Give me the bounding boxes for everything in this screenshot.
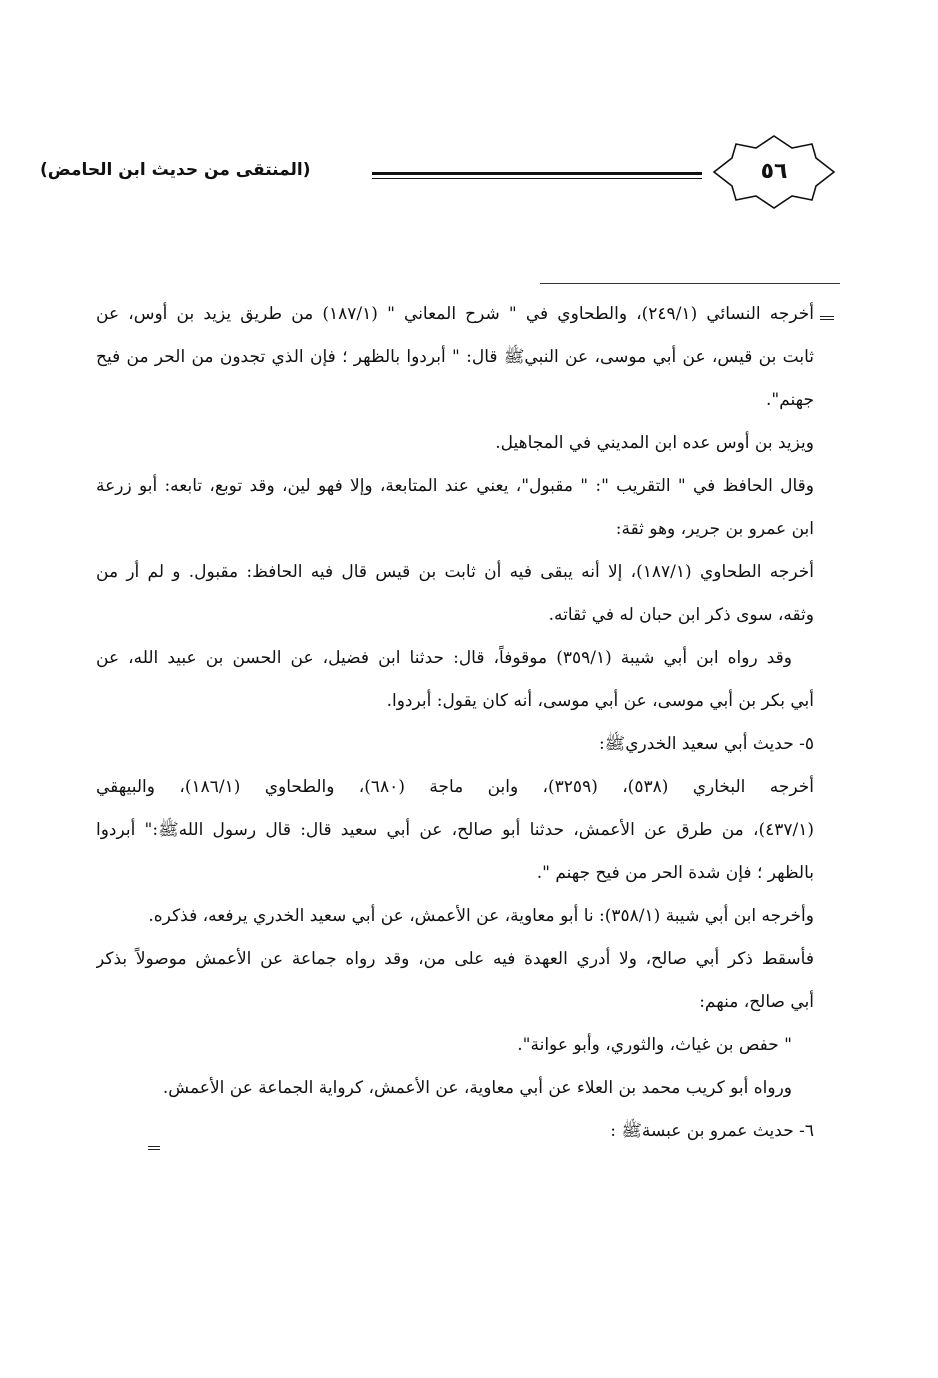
page-number: ٥٦ <box>760 159 788 184</box>
text-line: فأسقط ذكر أبي صالح، ولا أدري العهدة فيه على من، وقد رواه جماعة عن الأعمش موصولاً بذكر <box>96 949 814 969</box>
text-line: وأخرجه ابن أبي شيبة (٣٥٨/١): نا أبو معاوية، عن الأعمش، عن أبي سعيد الخدري يرفعه، فذكره. <box>148 906 814 926</box>
text-line: ورواه أبو كريب محمد بن العلاء عن أبي معاوية، عن الأعمش، كرواية الجماعة عن الأعمش. <box>162 1078 792 1098</box>
text-line: " حفص بن غياث، والثوري، وأبو عوانة". <box>517 1035 792 1055</box>
header-rule <box>372 172 702 179</box>
text-line: جهنم". <box>765 390 814 410</box>
text-line: ويزيد بن أوس عده ابن المديني في المجاهيل. <box>495 433 814 453</box>
continuation-mark <box>820 316 834 320</box>
text-line: وثقه، سوى ذكر ابن حبان له في ثقاته. <box>548 605 814 625</box>
text-line: (٤٣٧/١)، من طرق عن الأعمش، حدثنا أبو صالح، عن أبي سعيد قال: قال رسول اللهﷺ:" أبردوا <box>96 820 814 840</box>
text-line: أخرجه النسائي (٢٤٩/١)، والطحاوي في " شرح المعاني " (١٨٧/١) من طريق يزيد بن أوس، عن <box>96 304 814 324</box>
text-line: ابن عمرو بن جرير، وهو ثقة: <box>615 519 814 539</box>
text-line: وقد رواه ابن أبي شيبة (٣٥٩/١) موقوفاً، قال: حدثنا ابن فضيل، عن الحسن بن عبيد الله، عن <box>96 648 792 668</box>
text-line: بالظهر ؛ فإن شدة الحر من فيح جهنم ". <box>536 863 814 883</box>
text-line: ٦- حديث عمرو بن عبسةﷺ : <box>610 1121 814 1141</box>
text-line: أبي بكر بن أبي موسى، عن أبي موسى، أنه كان يقول: أبردوا. <box>386 691 814 711</box>
text-line: ٥- حديث أبي سعيد الخدريﷺ: <box>598 734 814 754</box>
text-line: ثابت بن قيس، عن أبي موسى، عن النبيﷺ قال: " أبردوا بالظهر ؛ فإن الذي تجدون من الحر من فيح <box>96 347 814 367</box>
text-line: أخرجه البخاري (٥٣٨)، (٣٢٥٩)، وابن ماجة (٦٨٠)، والطحاوي (١٨٦/١)، والبيهقي <box>96 777 814 797</box>
footnote-separator <box>540 283 840 284</box>
running-header-title: (المنتقى من حديث ابن الحامض) <box>40 160 311 180</box>
page-number-badge <box>712 134 836 210</box>
footnote-body <box>96 293 814 1153</box>
text-line: وقال الحافظ في " التقريب ": " مقبول"، يعني عند المتابعة، وإلا فهو لين، وقد توبع، تابعه: أبو زرعة <box>96 476 814 496</box>
text-line: أبي صالح، منهم: <box>699 992 814 1012</box>
text-line: أخرجه الطحاوي (١٨٧/١)، إلا أنه يبقى فيه أن ثابت بن قيس قال فيه الحافظ: مقبول. و لم أر من <box>96 562 814 582</box>
